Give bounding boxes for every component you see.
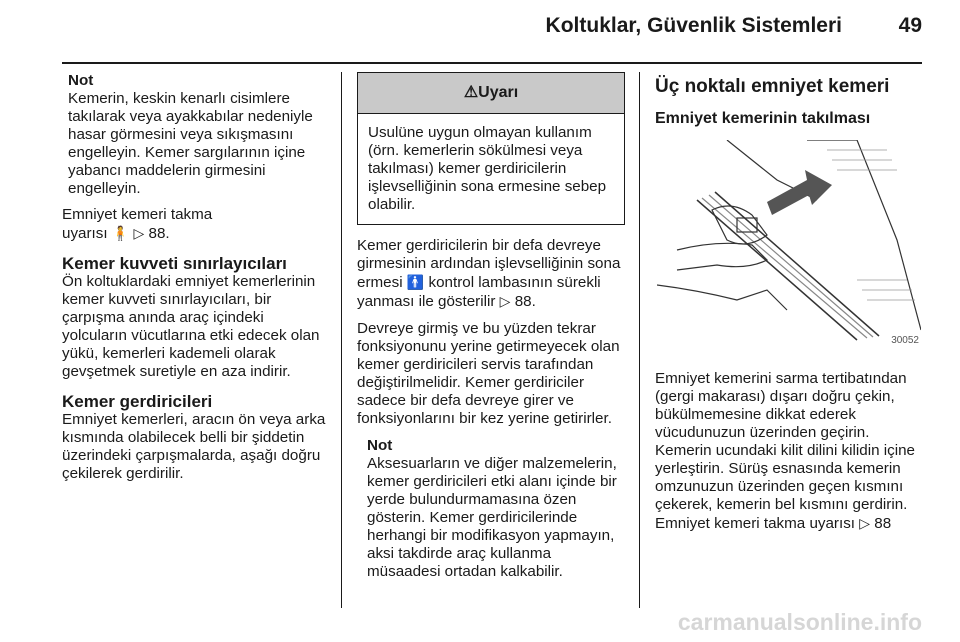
page-number: 49 <box>898 14 922 37</box>
warning-header <box>358 73 624 114</box>
section-heading: Üç noktalı emniyet kemeri <box>655 76 890 97</box>
pretensioner-heading: Kemer gerdiricileri <box>62 392 213 411</box>
column-3 <box>655 72 930 542</box>
page-ref-arrow-icon: ▷ <box>859 515 871 531</box>
limiter-heading: Kemer kuvveti sınırlayıcıları <box>62 254 287 273</box>
note-block <box>62 72 330 198</box>
fastening-paragraph <box>655 370 930 533</box>
page-ref-arrow-icon: ▷ <box>133 225 145 241</box>
reminder-text-2: uyarısı <box>62 225 108 242</box>
column-2 <box>357 72 625 589</box>
note-text-2: Aksesuarların ve diğer malzemelerin, kemer gerdiricileri etki alanı içinde bir yerde bulundurmamasına özen gösterin. Kemer gerdiricilerinde herhangi bir modifikasyon yapmayın, aksi takdirde araç kullanma müsaadesi ortadan kalkabilir. <box>367 455 617 580</box>
seatbelt-drawing <box>657 140 921 352</box>
limiter-paragraph: Ön koltuklardaki emniyet kemerlerinin kemer kuvveti sınırlayıcıları, bir çarpışma anında araç içindeki yolcuların vücutlarına etki edecek olan yükü, kemerleri kademeli olarak gevşetmek suretiyle en aza indirir. <box>62 273 320 380</box>
column-divider-1 <box>341 72 342 608</box>
reminder-page-ref[interactable]: 88. <box>148 225 170 242</box>
warning-text: Usulüne uygun olmayan kullanım (örn. kemerlerin sökülmesi veya takılması) kemer gerdiricilerin işlevselliğinin sona ermesine sebep olabilir. <box>368 124 607 213</box>
fastening-page-ref[interactable]: 88 <box>874 515 892 532</box>
column-1 <box>62 72 330 492</box>
warning-box <box>357 72 625 225</box>
page-header-title: Koltuklar, Güvenlik Sistemleri <box>545 14 842 37</box>
note-title-2: Not <box>367 437 393 454</box>
figure-code: 30052 <box>891 335 919 346</box>
replacement-paragraph: Devreye girmiş ve bu yüzden tekrar fonksiyonunu yerine getirmeyecek olan kemer gerdiricileri servis tarafından değiştirilmelidir. Kemer gerdiriciler sadece bir defa devreye girer ve fonksiyonlarını bir kez yerine getirirler. <box>357 320 620 427</box>
belt-warning-icon: 🧍 <box>111 225 130 241</box>
page-ref-arrow-icon: ▷ <box>499 293 511 309</box>
warning-title: Uyarı <box>478 84 519 101</box>
note-block-2 <box>357 437 625 581</box>
note-text: Kemerin, keskin kenarlı cisimlere takılarak veya ayakkabılar nedeniyle hasar görmesini veya sıkışmasını engelleyin. Kemer sargılarının içine yabancı maddelerin girmesini engelleyin. <box>68 90 313 197</box>
status-page-ref[interactable]: 88. <box>514 293 536 310</box>
section-subheading: Emniyet kemerinin takılması <box>655 110 871 127</box>
pretensioner-status-paragraph <box>357 237 625 311</box>
pretensioner-paragraph: Emniyet kemerleri, aracın ön veya arka kısmında olabilecek belli bir şiddetin üzerindeki çarpışmalarda, aşağı doğru çekilerek gerdirilir. <box>62 411 326 482</box>
seatbelt-illustration <box>657 140 921 352</box>
airbag-indicator-icon: 🚹 <box>406 274 425 290</box>
reminder-text: Emniyet kemeri takma <box>62 206 213 223</box>
status-text-a: Kemer gerdiricilerin bir defa devreye girmesinin ardından işlevselliğinin sona ermesi <box>357 237 621 291</box>
belt-reminder-paragraph <box>62 206 330 243</box>
column-divider-2 <box>639 72 640 608</box>
watermark: carmanualsonline.info <box>677 609 922 635</box>
warning-triangle-icon: ⚠ <box>463 84 479 101</box>
header-divider <box>62 62 922 64</box>
status-text-b: kontrol lambasının sürekli yanması ile gösterilir <box>357 274 601 310</box>
note-title: Not <box>68 72 94 89</box>
fastening-text: Emniyet kemerini sarma tertibatından (gergi makarası) dışarı doğru çekin, bükülmemesine dikkat ederek vücudunuzun üzerinden geçirin. Kemerin ucundaki kilit dilini kilidin içine yerleştirin. Sürüş esnasında kemerin omzunuzun üzerinden geçen kısmını çekerek, kemerin bel kısmını gerdirin. Emniyet kemeri takma uyarısı <box>655 370 915 532</box>
